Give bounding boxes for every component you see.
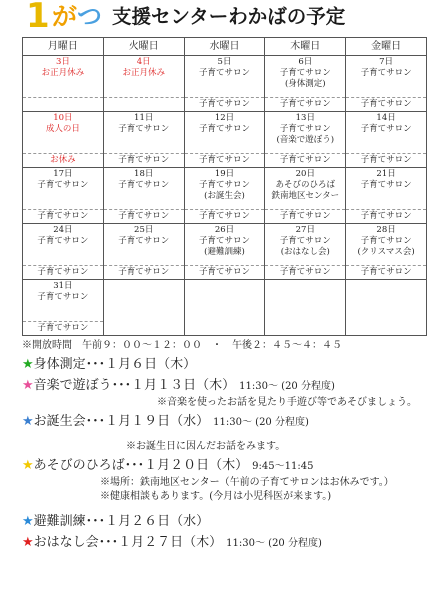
day-event-text: 子育てサロン (198, 68, 250, 78)
day-event-text: (おはなし会) (280, 247, 330, 257)
calendar-day-cell (103, 56, 184, 112)
afternoon-event-text: お休み (23, 153, 103, 167)
afternoon-event-text: 子育てサロン (104, 265, 184, 279)
star-icon: ★ (22, 357, 34, 372)
day-number: 3日 (55, 57, 70, 67)
event-note: ※健康相談もあります。(今月は小児科医が来ます。) (100, 491, 332, 502)
calendar-day-cell (103, 280, 184, 336)
day-event-text: あそびのひろば (275, 180, 336, 190)
day-number: 17日 (53, 169, 73, 179)
day-event-text: 子育てサロン (360, 236, 412, 246)
calendar-day-cell (23, 56, 104, 112)
calendar-day-cell (184, 56, 265, 112)
event-time: 11:30～ (20 分程度) (213, 417, 309, 428)
day-event-text: 子育てサロン (118, 180, 170, 190)
event-title: あそびのひろば･･･１月２０日（木） (33, 458, 249, 473)
day-number: 11日 (134, 113, 154, 123)
event-item (22, 457, 432, 476)
event-item (22, 534, 432, 553)
day-number: 19日 (214, 169, 235, 179)
event-item (22, 413, 432, 432)
star-icon: ★ (22, 378, 34, 393)
weekday-friday: 金曜日 (346, 38, 427, 56)
calendar-day-cell (184, 224, 265, 280)
calendar-day-cell (265, 280, 346, 336)
day-event-text: (クリスマス会) (357, 247, 415, 257)
event-note: ※場所：鉄南地区センター（午前の子育てサロンはお休みです。） (100, 477, 394, 488)
page-title: 支援センターわかばの予定 (112, 5, 346, 28)
afternoon-event-text: 子育てサロン (104, 209, 184, 223)
afternoon-event-text: 子育てサロン (265, 265, 345, 279)
afternoon-event-text: 子育てサロン (185, 97, 265, 111)
calendar-day-cell (346, 224, 427, 280)
calendar-week-row (23, 168, 427, 224)
afternoon-event-text: 子育てサロン (23, 265, 103, 279)
afternoon-event-text (104, 97, 184, 111)
day-event-text: 子育てサロン (198, 124, 250, 134)
weekday-tuesday: 火曜日 (103, 38, 184, 56)
weekday-thursday: 木曜日 (265, 38, 346, 56)
calendar-week-row (23, 224, 427, 280)
star-icon: ★ (22, 414, 34, 429)
event-time: 9:45～11:45 (252, 461, 314, 472)
day-number (346, 280, 426, 281)
afternoon-event-text: 子育てサロン (185, 153, 265, 167)
day-event-text: お正月休み (122, 68, 165, 78)
month-number: 1 (26, 0, 50, 36)
opening-hours: ※開放時間 午前９：００～１２：００ ・ 午後２：４５～４：４５ (22, 340, 342, 351)
day-number: 31日 (53, 281, 73, 291)
star-icon: ★ (22, 535, 34, 550)
day-number: 20日 (295, 169, 315, 179)
afternoon-event-text: 子育てサロン (346, 97, 426, 111)
afternoon-event-text: 子育てサロン (104, 153, 184, 167)
event-time: 11:30～ (20 分程度) (239, 381, 335, 392)
day-event-text: (お誕生会) (204, 191, 245, 201)
calendar-day-cell (346, 112, 427, 168)
calendar-day-cell (103, 224, 184, 280)
schedule-notes (22, 339, 432, 553)
day-event-text: 鉄南地区センター (271, 191, 340, 201)
day-event-text: 子育てサロン (118, 236, 170, 246)
calendar-day-cell (23, 280, 104, 336)
calendar-day-cell (184, 280, 265, 336)
calendar-day-cell (103, 168, 184, 224)
calendar-day-cell (265, 224, 346, 280)
event-title: 避難訓練･･･１月２６日（水） (33, 514, 210, 529)
afternoon-event-text: 子育てサロン (346, 265, 426, 279)
event-title: 音楽で遊ぼう･･･１月１３日（木） (33, 378, 236, 393)
afternoon-event-text: 子育てサロン (23, 209, 103, 223)
calendar-day-cell (265, 56, 346, 112)
day-number: 6日 (298, 57, 313, 67)
day-number (185, 280, 265, 281)
day-event-text: 子育てサロン (360, 180, 412, 190)
star-icon: ★ (22, 458, 34, 473)
calendar-day-cell (23, 112, 104, 168)
afternoon-event-text (23, 97, 103, 111)
day-number: 10日 (53, 113, 73, 123)
calendar-day-cell (23, 168, 104, 224)
day-number: 25日 (134, 225, 154, 235)
day-event-text: 子育てサロン (279, 236, 331, 246)
event-note: ※音楽を使ったお話を見たり手遊び等であそびましょう。 (157, 397, 417, 408)
day-event-text: 子育てサロン (37, 292, 89, 302)
calendar-day-cell (184, 168, 265, 224)
day-event-text: (身体測定) (284, 79, 326, 89)
day-number: 28日 (376, 225, 396, 235)
event-time: 11:30～ (20 分程度) (226, 538, 322, 549)
calendar-day-cell (346, 280, 427, 336)
calendar-week-row (23, 112, 427, 168)
afternoon-event-text: 子育てサロン (265, 97, 345, 111)
weekday-wednesday: 水曜日 (184, 38, 265, 56)
day-event-text: (音楽で遊ぼう) (276, 135, 335, 145)
star-icon: ★ (22, 514, 34, 529)
day-event-text: 子育てサロン (37, 236, 89, 246)
day-number: 4日 (136, 57, 151, 67)
event-title: お誕生会･･･１月１９日（水） (33, 414, 210, 429)
day-number: 27日 (295, 225, 315, 235)
day-number: 7日 (379, 57, 394, 67)
weekday-header-row (23, 38, 427, 56)
weekday-monday: 月曜日 (23, 38, 104, 56)
day-number: 21日 (376, 169, 396, 179)
day-event-text: 子育てサロン (37, 180, 89, 190)
event-item (22, 377, 432, 396)
day-event-text: (避難訓練) (204, 247, 245, 257)
day-number: 26日 (214, 225, 235, 235)
afternoon-event-text: 子育てサロン (346, 153, 426, 167)
day-event-text: 子育てサロン (118, 124, 170, 134)
event-item (22, 513, 432, 531)
day-event-text: 子育てサロン (198, 236, 250, 246)
calendar-day-cell (265, 112, 346, 168)
month-word (52, 2, 102, 32)
day-event-text: 子育てサロン (279, 68, 331, 78)
afternoon-event-text: 子育てサロン (185, 209, 265, 223)
afternoon-event-text: 子育てサロン (185, 265, 265, 279)
calendar-day-cell (265, 168, 346, 224)
event-note: ※お誕生日に因んだお話をみます。 (126, 441, 286, 452)
day-number: 12日 (214, 113, 235, 123)
event-item (22, 356, 432, 374)
afternoon-event-text: 子育てサロン (23, 321, 103, 335)
day-number: 5日 (217, 57, 232, 67)
month-word-char-1: が (52, 2, 78, 31)
day-number (104, 280, 184, 281)
day-number: 14日 (376, 113, 396, 123)
calendar-day-cell (346, 168, 427, 224)
day-event-text: 子育てサロン (360, 124, 412, 134)
calendar-day-cell (184, 112, 265, 168)
afternoon-event-text: 子育てサロン (346, 209, 426, 223)
day-event-text: お正月休み (41, 68, 85, 78)
calendar-day-cell (346, 56, 427, 112)
day-event-text: 子育てサロン (279, 124, 331, 134)
afternoon-event-text: 子育てサロン (265, 209, 345, 223)
day-event-text: 成人の日 (45, 124, 80, 134)
month-word-char-2: つ (77, 2, 103, 31)
calendar-week-row (23, 280, 427, 336)
day-event-text: 子育てサロン (198, 180, 250, 190)
day-number: 13日 (295, 113, 315, 123)
calendar-day-cell (103, 112, 184, 168)
calendar-week-row (23, 56, 427, 112)
event-title: おはなし会･･･１月２７日（木） (33, 535, 223, 550)
event-title: 身体測定･･･１月６日（木） (33, 357, 197, 372)
page-header (0, 0, 441, 34)
day-number (265, 280, 345, 281)
day-event-text: 子育てサロン (360, 68, 412, 78)
calendar-day-cell (23, 224, 104, 280)
calendar-table (22, 37, 427, 336)
day-number: 18日 (134, 169, 154, 179)
event-list (22, 356, 432, 553)
afternoon-event-text: 子育てサロン (265, 153, 345, 167)
day-number: 24日 (53, 225, 73, 235)
